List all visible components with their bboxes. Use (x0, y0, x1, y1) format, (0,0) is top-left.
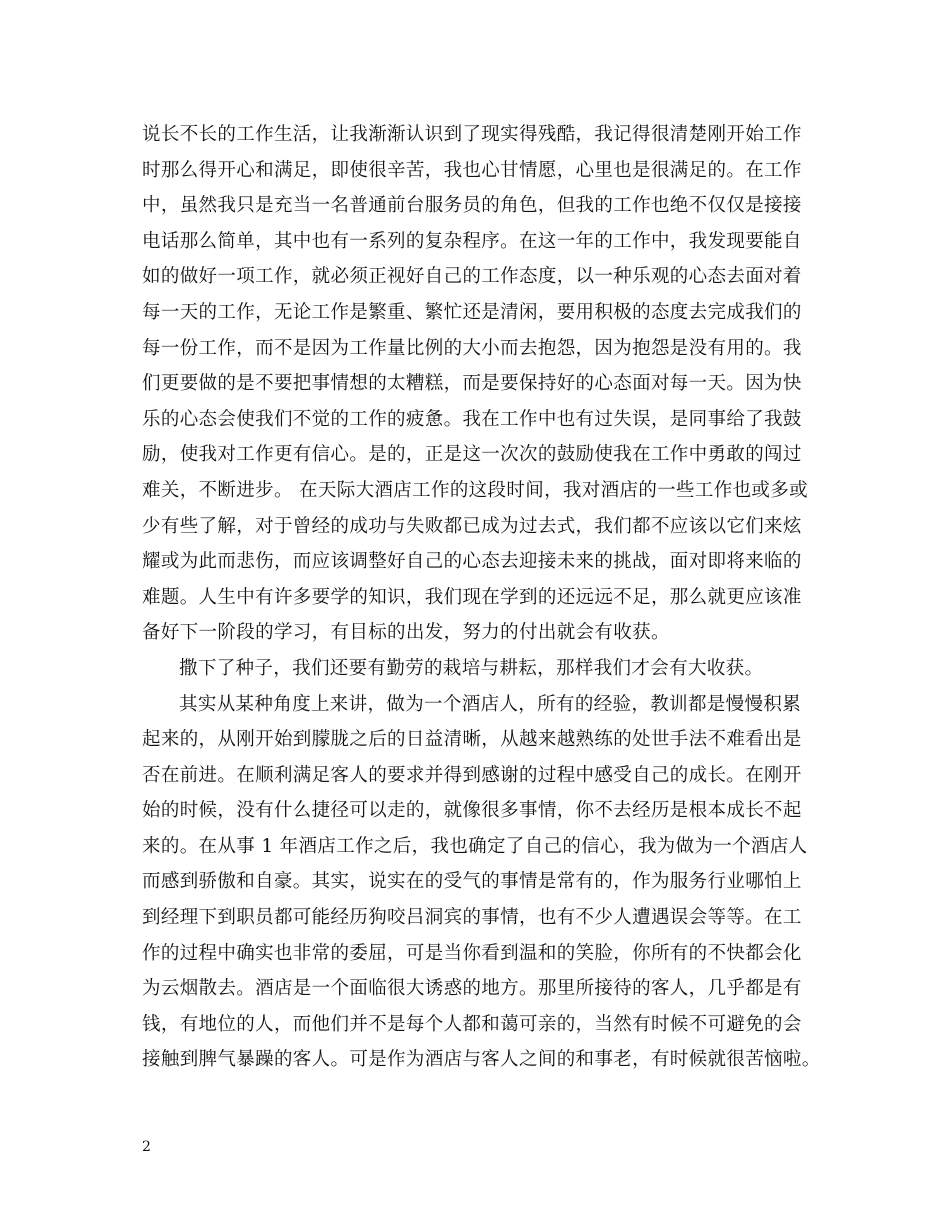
text-line: 电话那么简单，其中也有一系列的复杂程序。在这一年的工作中，我发现要能自 (142, 230, 802, 252)
text-line: 为云烟散去。酒店是一个面临很大诱惑的地方。那里所接待的客人，几乎都是有 (142, 978, 802, 1000)
text-line: 到经理下到职员都可能经历狗咬吕洞宾的事情，也有不少人遭遇误会等等。在工 (142, 907, 802, 929)
text-line: 励，使我对工作更有信心。是的，正是这一次次的鼓励使我在工作中勇敢的闯过 (142, 444, 802, 466)
text-line: 难关，不断进步。 在天际大酒店工作的这段时间，我对酒店的一些工作也或多或 (142, 479, 808, 501)
text-line: 撒下了种子，我们还要有勤劳的栽培与耕耘，那样我们才会有大收获。 (179, 657, 764, 679)
text-line: 作的过程中确实也非常的委屈，可是当你看到温和的笑脸，你所有的不快都会化 (142, 942, 802, 964)
text-line: 否在前进。在顺利满足客人的要求并得到感谢的过程中感受自己的成长。在刚开 (142, 764, 802, 786)
text-line: 如的做好一项工作，就必须正视好自己的工作态度，以一种乐观的心态去面对着 (142, 266, 802, 288)
text-line: 中，虽然我只是充当一名普通前台服务员的角色，但我的工作也绝不仅仅是接接 (142, 195, 802, 217)
text-line: 耀或为此而悲伤，而应该调整好自己的心态去迎接未来的挑战，面对即将来临的 (142, 551, 802, 573)
text-line: 难题。人生中有许多要学的知识，我们现在学到的还远远不足，那么就更应该准 (142, 586, 802, 608)
body-text (142, 117, 842, 1078)
text-line: 备好下一阶段的学习，有目标的出发，努力的付出就会有收获。 (142, 622, 670, 644)
text-line: 说长不长的工作生活，让我渐渐认识到了现实得残酷，我记得很清楚刚开始工作 (142, 124, 802, 145)
text-line: 来的。在从事 1 年酒店工作之后，我也确定了自己的信心，我为做为一个酒店人 (142, 835, 808, 857)
text-line: 乐的心态会使我们不觉的工作的疲惫。我在工作中也有过失误，是同事给了我鼓 (142, 408, 802, 430)
text-line: 们更要做的是不要把事情想的太糟糕，而是要保持好的心态面对每一天。因为快 (142, 373, 802, 395)
text-line: 每一天的工作，无论工作是繁重、繁忙还是清闲，要用积极的态度去完成我们的 (142, 301, 802, 323)
text-line: 少有些了解，对于曾经的成功与失败都已成为过去式，我们都不应该以它们来炫 (142, 515, 802, 537)
text-line: 每一份工作，而不是因为工作量比例的大小而去抱怨，因为抱怨是没有用的。我 (142, 337, 802, 359)
text-line: 而感到骄傲和自豪。其实，说实在的受气的事情是常有的，作为服务行业哪怕上 (142, 871, 802, 893)
text-line: 钱，有地位的人，而他们并不是每个人都和蔼可亲的，当然有时候不可避免的会 (142, 1013, 802, 1035)
text-line: 接触到脾气暴躁的客人。可是作为酒店与客人之间的和事老，有时候就很苦恼啦。 (142, 1049, 821, 1071)
text-line: 始的时候，没有什么捷径可以走的，就像很多事情，你不去经历是根本成长不起 (142, 800, 802, 822)
text-line: 时那么得开心和满足，即使很辛苦，我也心甘情愿，心里也是很满足的。在工作 (142, 159, 802, 181)
text-line: 其实从某种角度上来讲，做为一个酒店人，所有的经验，教训都是慢慢积累 (179, 693, 802, 715)
text-line: 起来的，从刚开始到朦胧之后的日益清晰，从越来越熟练的处世手法不难看出是 (142, 729, 802, 751)
page-number: 2 (142, 1139, 151, 1155)
